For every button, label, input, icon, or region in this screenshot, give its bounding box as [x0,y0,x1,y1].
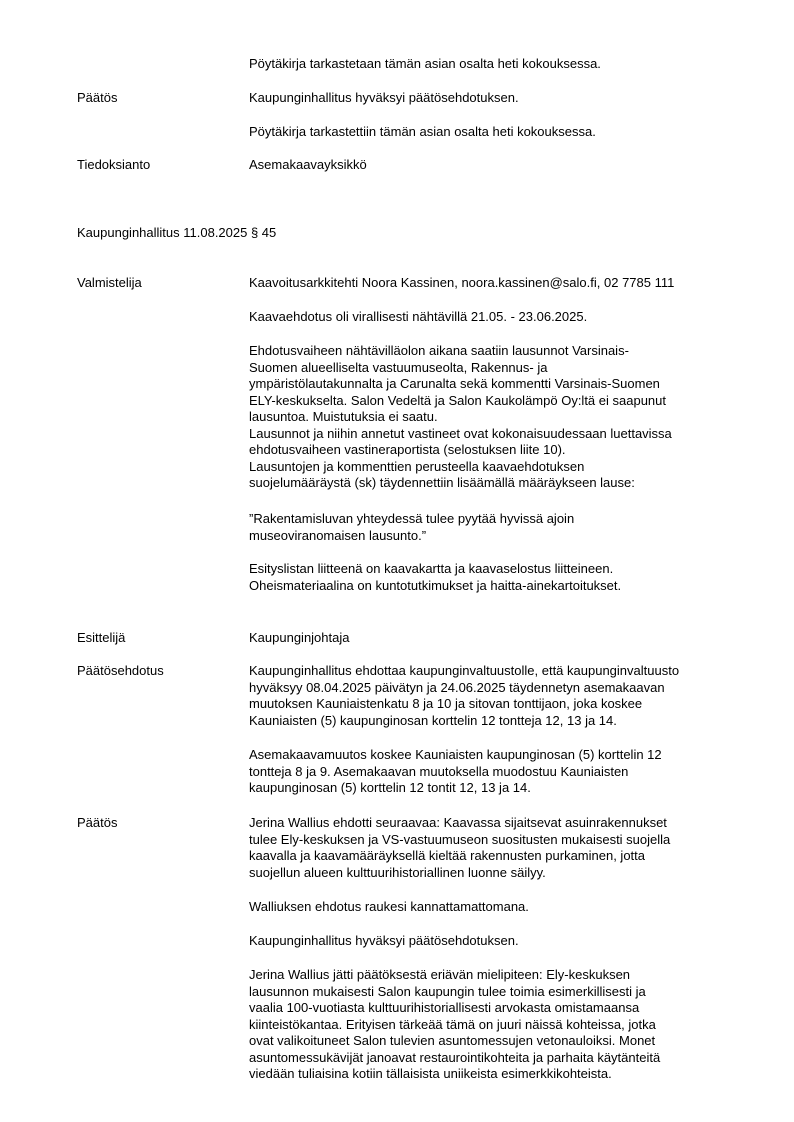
nahtavilla-line: Kaavaehdotus oli virallisesti nähtävillä 21.05. - 23.06.2025. [249,309,588,324]
text-line: kiinteistökantaa. Erityisen tärkeää tämä on juuri näissä kohteissa, jotka [249,1016,656,1032]
text-line: Lausuntojen ja kommenttien perusteella kaavaehdotuksen [249,458,585,474]
paatos-label-top: Päätös [77,90,118,105]
text-line: Suomen alueelliselta vastuumuseolta, Rakennus- ja [249,359,548,375]
text-line: viedään tuliaisina kotiin tällaisista uniikeista esimerkkikohteista. [249,1066,612,1081]
paatos-label: Päätös [77,815,118,830]
valmistelija-value: Kaavoitusarkkitehti Noora Kassinen, noora.kassinen@salo.fi, 02 7785 111 [249,275,675,290]
text-line: suojelumääräystä (sk) täydennettiin lisäämällä määräykseen lause: [249,475,635,490]
meeting-heading: Kaupunginhallitus 11.08.2025 § 45 [77,225,277,240]
text-line: Jerina Wallius ehdotti seuraavaa: Kaavassa sijaitsevat asuinrakennukset [249,815,667,830]
tiedoksianto-value: Asemakaavayksikkö [249,157,367,172]
valmistelija-label: Valmistelija [77,275,142,290]
text-line: muutoksen Kauniaistenkatu 8 ja 10 ja sitovan tonttijaon, joka koskee [249,696,643,711]
text-line: Lausunnot ja niihin annetut vastineet ovat kokonaisuudessaan luettavissa [249,425,672,441]
paatosehdotus-label: Päätösehdotus [77,663,164,678]
text-line: vaalia 100-vuotiasta kulttuurihistoriallisesti arvokasta omistamaansa [249,1000,640,1015]
paatos-paragraph-1 [249,815,749,881]
text-line: tulee Ely-keskuksen ja VS-vastuumuseon suositusten mukaisesti suojella [249,831,671,847]
text-line: lausuntoa. Muistutuksia ei saatu. [249,409,438,424]
esittelija-value: Kaupunginjohtaja [249,630,350,645]
text-line: asuntomessukävijät janoavat restaurointikohteita ja parhaita käytänteitä [249,1049,661,1065]
text-line: Jerina Wallius jätti päätöksestä eriävän mielipiteen: Ely-keskuksen [249,967,631,982]
quote-paragraph [249,511,749,544]
text-line: ympäristölautakunnalta ja Carunalta sekä kommentti Varsinais-Suomen [249,376,660,391]
text-line: kaavalla ja kaavamääräyksellä kieltää rakennusten purkaminen, jotta [249,848,645,863]
text-line: museoviranomaisen lausunto.” [249,527,427,543]
tiedoksianto-label: Tiedoksianto [77,157,151,172]
text-line: Esityslistan liitteenä on kaavakartta ja kaavaselostus liitteineen. [249,561,614,576]
text-line: Asemakaavamuutos koskee Kauniaisten kaupunginosan (5) korttelin 12 [249,747,662,762]
lausunnot-paragraph [249,343,749,492]
text-line: Kaupunginhallitus ehdottaa kaupunginvaltuustolle, että kaupunginvaltuusto [249,663,680,678]
text-line: lausunnon mukaisesti Salon kaupungin tulee toimia esimerkillisesti ja [249,983,646,999]
hyvaksyi-line: Kaupunginhallitus hyväksyi päätösehdotuksen. [249,933,519,948]
paatos-line-2: Pöytäkirja tarkastettiin tämän asian osalta heti kokouksessa. [249,124,596,139]
text-line: Oheismateriaalina on kuntotutkimukset ja haitta-ainekartoitukset. [249,577,622,593]
text-line: ehdotusvaiheen vastineraportista (selostuksen liite 10). [249,442,566,457]
esittelija-label: Esittelijä [77,630,126,645]
intro-line: Pöytäkirja tarkastetaan tämän asian osalta heti kokouksessa. [249,56,601,71]
text-line: Kauniaisten (5) kaupunginosan korttelin 12 tontteja 12, 13 ja 14. [249,712,617,728]
erioava-mielipide-paragraph [249,967,749,1083]
paatos-line-1: Kaupunginhallitus hyväksyi päätösehdotuksen. [249,90,519,105]
text-line: suojellun alueen kulttuurihistoriallinen luonne säilyy. [249,864,546,880]
paatosehdotus-paragraph-2 [249,747,749,797]
text-line: ”Rakentamisluvan yhteydessä tulee pyytää hyvissä ajoin [249,511,575,526]
raukesi-line: Walliuksen ehdotus raukesi kannattamattomana. [249,899,529,914]
text-line: hyväksyy 08.04.2025 päivätyn ja 24.06.2025 täydennetyn asemakaavan [249,679,665,695]
paatosehdotus-paragraph-1 [249,663,749,729]
text-line: kaupunginosan (5) korttelin 12 tontit 12, 13 ja 14. [249,780,531,795]
text-line: ovat valikoituneet Salon tulevien asuntomessujen vetonauloiksi. Monet [249,1033,656,1048]
text-line: tontteja 8 ja 9. Asemakaavan muutoksella muodostuu Kauniaisten [249,763,629,779]
text-line: Ehdotusvaiheen nähtävilläolon aikana saatiin lausunnot Varsinais- [249,343,629,358]
liitteet-paragraph [249,561,749,594]
text-line: ELY-keskukselta. Salon Vedeltä ja Salon Kaukolämpö Oy:ltä ei saapunut [249,392,666,408]
